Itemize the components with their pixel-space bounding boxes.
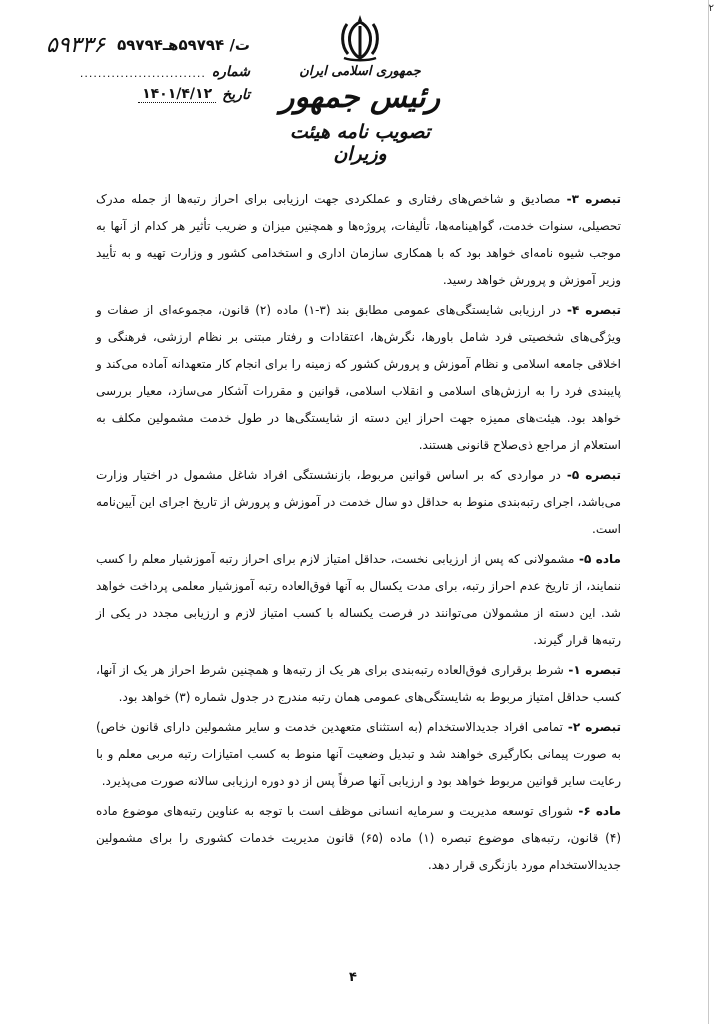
number-row: [30, 64, 250, 80]
paragraph-heading: تبصره ۲-: [562, 720, 621, 734]
reference-row: [30, 32, 250, 58]
paragraph-note-3: [96, 186, 621, 294]
date-value: ۱۴۰۱/۴/۱۲: [138, 86, 216, 103]
paragraph-article-5: [96, 546, 621, 654]
paragraph-text: مصادیق و شاخص‌های رفتاری و عملکردی جهت ارزیابی برای احراز رتبه‌ها از جمله مدرک تحصیلی، سنوات خدمت، گواهینامه‌ها، تألیفات، پروژه‌ها و همچنین میزان و ضریب تأثیر هر کدام از آنها به موجب شیوه نامه‌ای خواهد بود که با همکاری سازمان اداری و استخدامی کشور و وزارت تهیه و به تأیید وزیر آموزش و پرورش خواهد رسید.: [96, 192, 621, 287]
document-type: تصویب نامه هیئت وزیران: [289, 121, 431, 165]
page-number: ۴: [349, 970, 357, 985]
paragraph-heading: ماده ۶-: [573, 804, 621, 818]
handwritten-number: ۵۹۳۳۶: [46, 32, 106, 58]
paragraph-text: مشمولانی که پس از ارزیابی نخست، حداقل امتیاز لازم برای احراز رتبه آموزشیار معلم را کسب ننمایند، از تاریخ عدم احراز رتبه، برای مدت یکسال به آنها فوق‌العاده رتبه آموزشیار معلمی پرداخت خواهد شد. این دسته از مشمولان می‌توانند در فرصت یکساله با کسب امتیاز لازم و ارزیابی مجدد در یکی از رتبه‌ها قرار گیرند.: [96, 552, 621, 647]
national-emblem-icon: [338, 12, 382, 62]
reference-number: ۵۹۷۹۴ت/ ۵۹۷۹۴هـ: [117, 36, 250, 54]
paragraph-article-5-note-2: [96, 714, 621, 795]
paragraph-note-5: [96, 462, 621, 543]
paragraph-article-6: [96, 798, 621, 879]
letterhead: [260, 12, 460, 165]
paragraph-heading: تبصره ۵-: [560, 468, 621, 482]
number-label: شماره: [211, 64, 250, 80]
paragraph-heading: تبصره ۴-: [561, 303, 621, 317]
top-corner-mark: ۲: [708, 3, 714, 14]
scan-edge-line: [708, 0, 709, 1024]
number-dots: ............................: [79, 67, 206, 80]
paragraph-article-5-note-1: [96, 657, 621, 711]
paragraph-note-4: [96, 297, 621, 459]
paragraph-text: تمامی افراد جدیدالاستخدام (به استثنای متعهدین خدمت و سایر مشمولین دارای قانون خاص) به صورت پیمانی بکارگیری خواهند شد و تبدیل وضعیت آنها منوط به کسب امتیازات رتبه مربی معلم و با رعایت سایر قوانین مربوط خواهد بود و ارزیابی آنها صرفاً پس از دو دوره ارزیابی سالانه صورت می‌پذیرد.: [96, 720, 621, 788]
paragraph-text: شرط برقراری فوق‌العاده رتبه‌بندی برای هر یک از رتبه‌ها و همچنین شرط احراز هر یک از آنها، کسب حداقل امتیاز مربوط به شایستگی‌های عمومی همان رتبه مندرج در جدول شماره (۳) خواهد بود.: [96, 663, 621, 704]
paragraph-text: شورای توسعه مدیریت و سرمایه انسانی موظف است با توجه به عناوین رتبه‌های موضوع ماده (۴) قانون، رتبه‌های موضوع تبصره (۱) ماده (۶۵) قانون مدیریت خدمات کشوری را برای مشمولین جدیدالاستخدام مورد بازنگری قرار دهد.: [96, 804, 621, 872]
date-row: [30, 86, 250, 103]
paragraph-heading: ماده ۵-: [574, 552, 621, 566]
paragraph-heading: تبصره ۱-: [563, 663, 621, 677]
paragraph-text: در ارزیابی شایستگی‌های عمومی مطابق بند (۳-۱) ماده (۲) قانون، مجموعه‌ای از صفات و ویژگی‌های شخصیتی فرد شامل باورها، نگرش‌ها، اعتقادات و رفتار مبتنی بر نظام ارزشی، فرهنگی و اخلاقی جامعه اسلامی و نظام آموزش و پرورش کشور که زمینه را برای انجام کار متعهدانه آماده می‌کند و پایبندی فرد را به ارزش‌های اسلامی و انقلاب اسلامی، قوانین و مقررات آشکار می‌سازد، معیار بررسی خواهد بود. هیئت‌های ممیزه جهت احراز این دسته از شایستگی‌ها در طول خدمت مشمولین مکلف به استعلام از مراجع ذی‌صلاح قانونی هستند.: [96, 303, 621, 452]
country-name: جمهوری اسلامی ایران: [299, 64, 421, 79]
document-body: [96, 186, 621, 882]
office-title: رئیس جمهور: [279, 80, 441, 115]
paragraph-heading: تبصره ۳-: [560, 192, 621, 206]
paragraph-text: در مواردی که بر اساس قوانین مربوط، بازنشستگی افراد شاغل مشمول در اختیار وزارت می‌باشد، اجرای رتبه‌بندی منوط به حداقل دو سال خدمت در آموزش و پرورش از تاریخ اجرای این آیین‌نامه است.: [96, 468, 621, 536]
date-label: تاریخ: [222, 87, 250, 103]
reference-block: [30, 32, 250, 103]
